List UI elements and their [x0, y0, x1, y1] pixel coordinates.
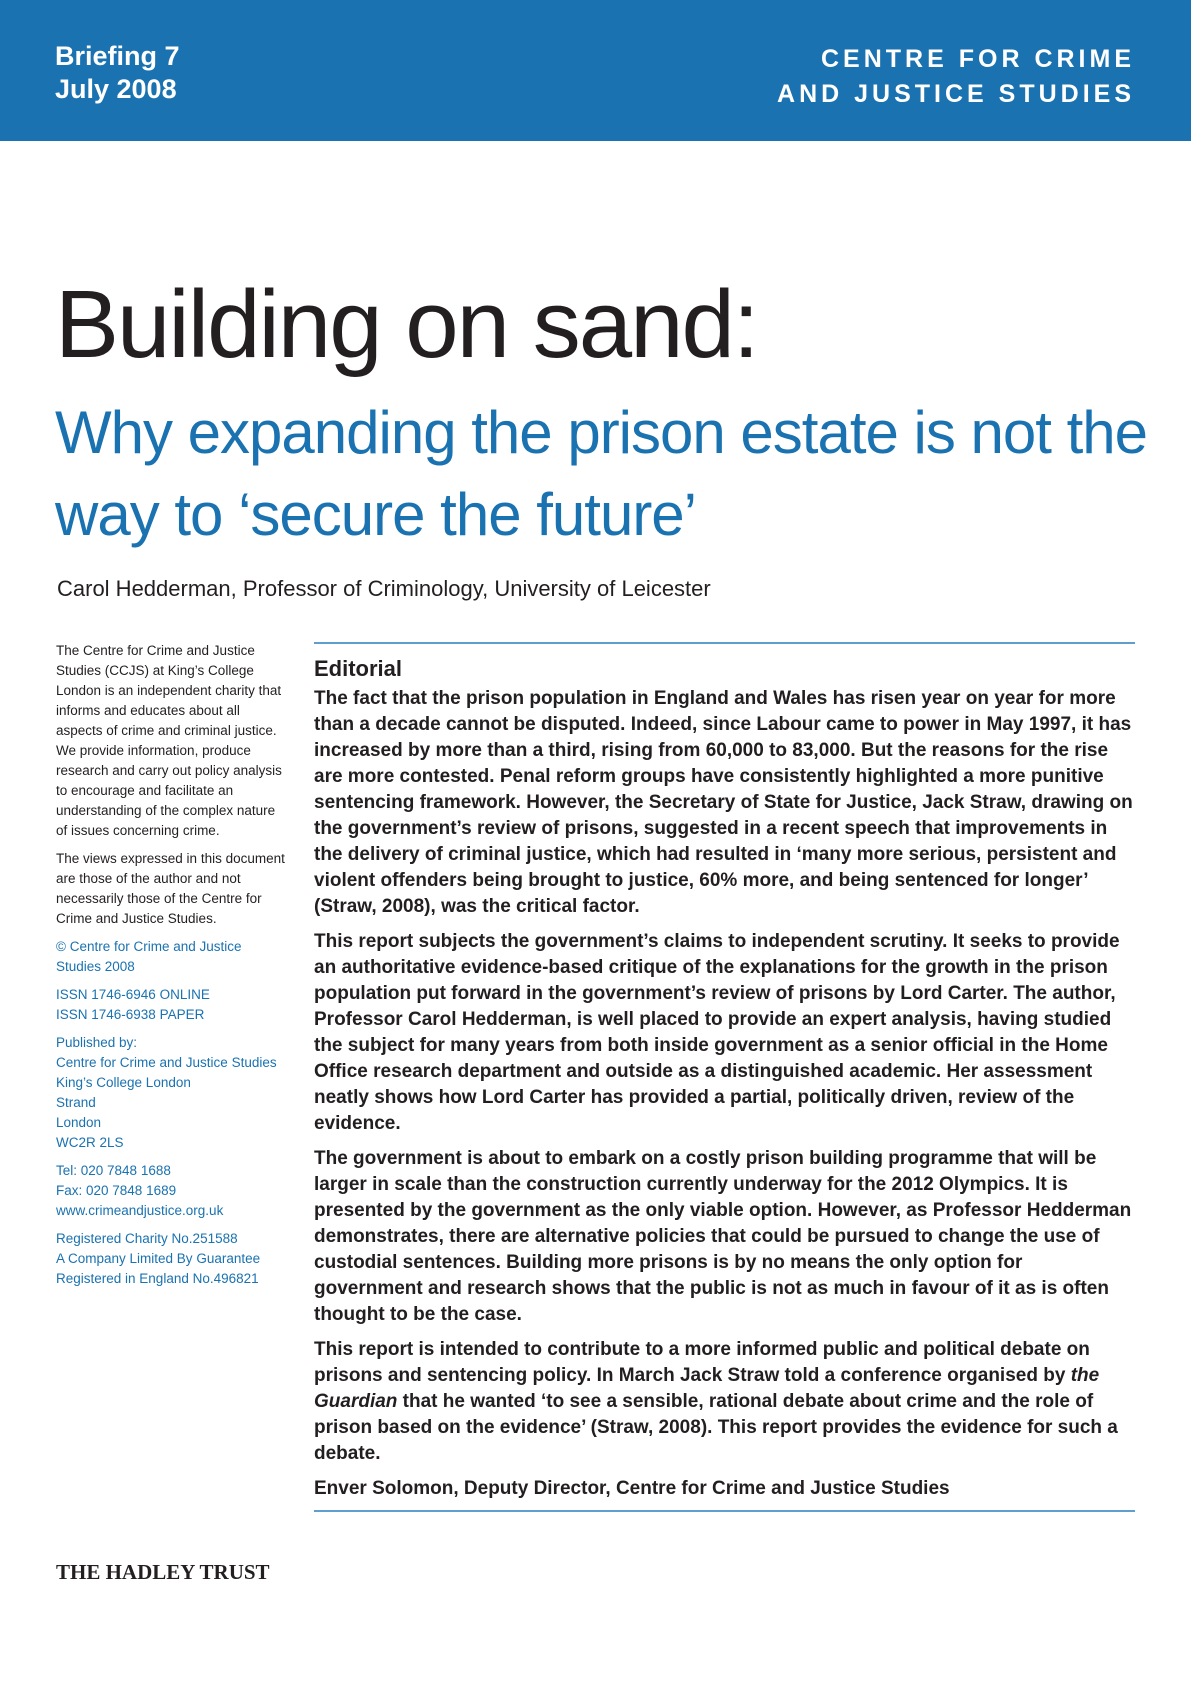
editorial-paragraph-4	[314, 1337, 1135, 1467]
copyright	[56, 937, 286, 977]
briefing-info	[55, 40, 180, 106]
briefing-number: Briefing 7	[55, 41, 180, 71]
p4-text-after: that he wanted ‘to see a sensible, rational debate about crime and the role of prison based on the evidence’ (Straw, 2008). This report provides the evidence for such a debate.	[314, 1391, 1118, 1464]
website-link[interactable]: www.crimeandjustice.org.uk	[56, 1203, 224, 1218]
p4-text-before: This report is intended to contribute to a more informed public and political debate on prisons and sentencing policy. In March Jack Straw told a conference organised by	[314, 1339, 1090, 1386]
address-line: Strand	[56, 1095, 96, 1110]
copyright-line1: © Centre for Crime and Justice	[56, 939, 242, 954]
editorial-paragraph-2: This report subjects the government’s claims to independent scrutiny. It seeks to provide an authoritative evidence-based critique of the explanations for the growth in the prison population put forward in the government’s review of prisons by Lord Carter. The author, Professor Carol Hedderman, is well placed to provide an expert analysis, having studied the subject for many years from both inside government as a senior official in the Home Office research department and outside as a distinguished academic. Her assessment neatly shows how Lord Carter has provided a partial, politically driven, review of the evidence.	[314, 931, 1120, 1134]
address-line: London	[56, 1115, 102, 1130]
registered-number: Registered in England No.496821	[56, 1271, 259, 1286]
guardian-italic: the Guardian	[314, 1365, 1100, 1412]
editorial-paragraph-3: The government is about to embark on a costly prison building programme that will be larger in scale than the construction currently underway for the 2012 Olympics. It is presented by the government as the only viable option. However, as Professor Hedderman demonstrates, there are alternative policies that could be pursued to change the use of custodial sentences. Building more prisons is by no means the only option for government and research shows that the public is not as much in favour of it as is often thought to be the case.	[314, 1148, 1132, 1325]
telephone: Tel: 020 7848 1688	[56, 1163, 171, 1178]
copyright-line2: Studies 2008	[56, 959, 135, 974]
charity-number: Registered Charity No.251588	[56, 1231, 238, 1246]
author-line: Carol Hedderman, Professor of Criminology, University of Leicester	[57, 576, 711, 601]
issn-paper: ISSN 1746-6938 PAPER	[56, 1007, 205, 1022]
page-subtitle: Why expanding the prison estate is not the way to ‘secure the future’	[55, 399, 1148, 548]
briefing-date: July 2008	[55, 74, 177, 104]
published-by-label: Published by:	[56, 1035, 138, 1050]
org-name-line1: CENTRE FOR CRIME	[821, 45, 1135, 73]
registration-block	[56, 1229, 286, 1289]
fax: Fax: 020 7848 1689	[56, 1183, 177, 1198]
editorial-signature: Enver Solomon, Deputy Director, Centre for Crime and Justice Studies	[314, 1478, 950, 1499]
header-banner	[0, 0, 1191, 141]
contact-block	[56, 1161, 286, 1221]
editorial-heading: Editorial	[314, 656, 403, 681]
address-line: WC2R 2LS	[56, 1135, 124, 1150]
editorial-paragraph-1: The fact that the prison population in England and Wales has risen year on year for more than a decade cannot be disputed. Indeed, since Labour came to power in May 1997, it has increased by more than a third, rising from 60,000 to 83,000. But the reasons for the rise are more contested. Penal reform groups have consistently highlighted a more punitive sentencing framework. However, the Secretary of State for Justice, Jack Straw, drawing on the government’s review of prisons, suggested in a recent speech that improvements in the delivery of criminal justice, which had resulted in ‘many more serious, persistent and violent offenders being brought to justice, 60% more, and being sentenced for longer’ (Straw, 2008), was the critical factor.	[314, 688, 1133, 917]
publisher-block	[56, 1033, 286, 1153]
about-text: The Centre for Crime and Justice Studies (CCJS) at King’s College London is an independent charity that informs and educates about all aspects of crime and criminal justice. We provide information, produce research and carry out policy analysis to encourage and facilitate an understanding of the complex nature of issues concerning crime.	[56, 643, 282, 838]
hadley-trust-logo: THE HADLEY TRUST	[56, 1560, 270, 1584]
issn-online: ISSN 1746-6946 ONLINE	[56, 987, 210, 1002]
editorial-box	[314, 642, 1135, 1512]
sidebar	[56, 641, 286, 1297]
issn-block	[56, 985, 286, 1025]
page-title: Building on sand:	[55, 271, 758, 378]
address-line: Centre for Crime and Justice Studies	[56, 1055, 277, 1070]
company-status: A Company Limited By Guarantee	[56, 1251, 261, 1266]
disclaimer-text: The views expressed in this document are those of the author and not necessarily those of the Centre for Crime and Justice Studies.	[56, 851, 285, 926]
org-name	[777, 42, 1135, 112]
org-name-line2: AND JUSTICE STUDIES	[777, 80, 1135, 108]
address-line: King’s College London	[56, 1075, 191, 1090]
